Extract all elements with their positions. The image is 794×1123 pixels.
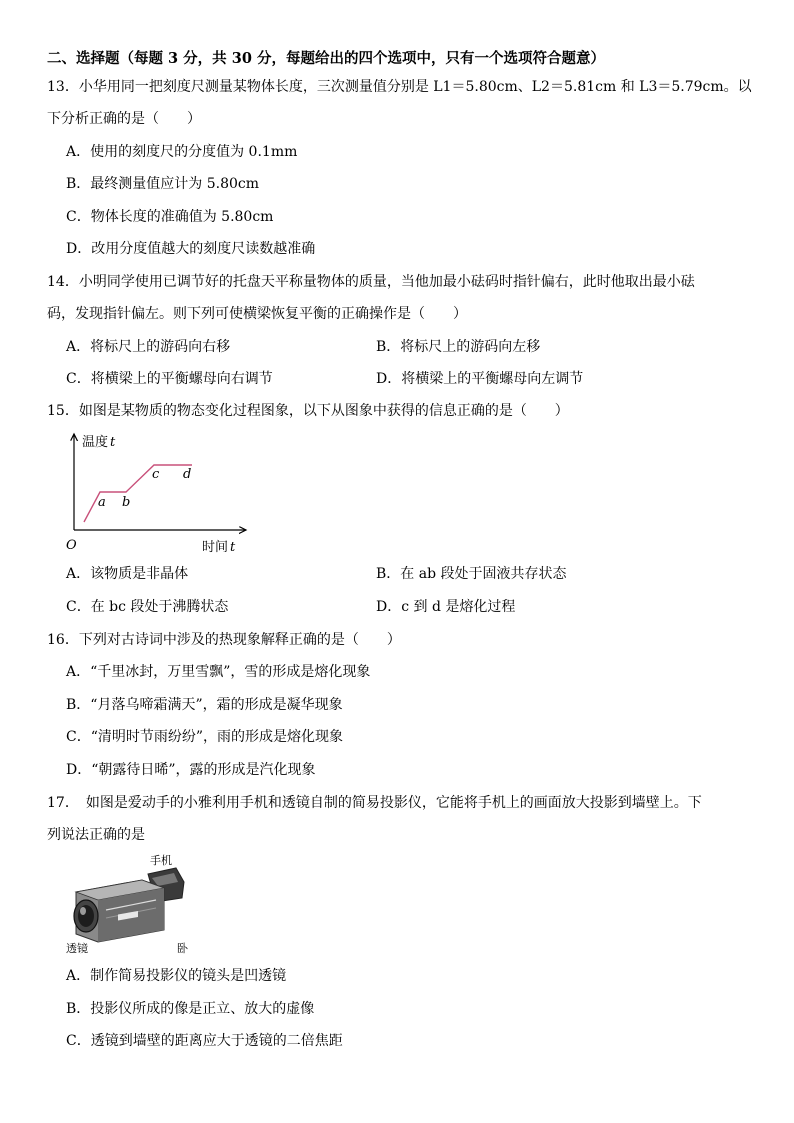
question-13-option-c: C．物体长度的准确值为 5.80cm (66, 209, 274, 225)
question-14-option-c: C．将横梁上的平衡螺母向右调节 (66, 371, 273, 387)
point-b-label: b (122, 495, 131, 510)
question-15-option-c: C．在 bc 段处于沸腾状态 (66, 599, 229, 615)
question-16-option-d: D．“朝露待日晞”，露的形成是汽化现象 (66, 762, 316, 778)
question-14-option-b: B．将标尺上的游码向左移 (376, 339, 541, 355)
heating-curve (84, 465, 192, 522)
question-16-stem-line1: 16．下列对古诗词中涉及的热现象解释正确的是（ ） (47, 632, 401, 648)
question-17-stem-line2: 列说法正确的是 (47, 827, 145, 843)
point-a-label: a (98, 495, 106, 510)
question-14-stem-line1: 14．小明同学使用已调节好的托盘天平称量物体的质量，当他加最小砝码时指针偏右，此时他取出最小砝 (47, 274, 695, 290)
question-15-option-b: B．在 ab 段处于固液共存状态 (376, 566, 567, 582)
question-15-stem-line1: 15．如图是某物质的物态变化过程图象，以下从图象中获得的信息正确的是（ ） (47, 403, 569, 419)
question-17-option-c: C．透镜到墙壁的距离应大于透镜的二倍焦距 (66, 1033, 343, 1049)
question-13-option-d: D．改用分度值越大的刻度尺读数越准确 (66, 241, 316, 257)
point-d-label: d (183, 467, 192, 482)
question-16-option-a: A．“千里冰封，万里雪飘”，雪的形成是熔化现象 (66, 664, 371, 680)
question-16-option-c: C．“清明时节雨纷纷”，雨的形成是熔化现象 (66, 729, 344, 745)
cropped-caption-fragment: 卧 (177, 942, 188, 955)
temperature-time-graph (60, 430, 260, 560)
phone-label: 手机 (150, 854, 172, 867)
question-13-option-b: B．最终测量值应计为 5.80cm (66, 176, 260, 192)
question-13-stem-line2: 下分析正确的是（ ） (47, 111, 201, 127)
question-14-option-d: D．将横梁上的平衡螺母向左调节 (376, 371, 584, 387)
question-17-stem-line1: 17． 如图是爱动手的小雅利用手机和透镜自制的简易投影仪，它能将手机上的画面放大投影到墙壁上。下 (47, 795, 702, 811)
point-c-label: c (152, 467, 160, 482)
question-13-option-a: A．使用的刻度尺的分度值为 0.1mm (66, 144, 298, 160)
lens-label: 透镜 (66, 942, 88, 955)
question-14-stem-line2: 码，发现指针偏左。则下列可使横梁恢复平衡的正确操作是（ ） (47, 306, 467, 322)
question-14-option-a: A．将标尺上的游码向右移 (66, 339, 231, 355)
y-axis-label-var: t (110, 435, 116, 450)
x-axis-label-var: t (230, 540, 236, 555)
question-17-option-b: B．投影仪所成的像是正立、放大的虚像 (66, 1001, 315, 1017)
x-axis-label-text: 时间 (202, 540, 229, 555)
question-15-option-a: A．该物质是非晶体 (66, 566, 189, 582)
question-15-option-d: D．c 到 d 是熔化过程 (376, 599, 516, 615)
section-header: 二、选择题（每题 3 分，共 30 分，每题给出的四个选项中，只有一个选项符合题意） (47, 50, 605, 67)
projector-photo (64, 852, 188, 956)
y-axis-label-text: 温度 (82, 435, 109, 450)
question-16-option-b: B．“月落乌啼霜满天”，霜的形成是凝华现象 (66, 697, 343, 713)
question-13-stem-line1: 13．小华用同一把刻度尺测量某物体长度，三次测量值分别是 L1＝5.80cm、L2＝5.81cm 和 L3＝5.79cm。以 (47, 79, 752, 95)
question-17-option-a: A．制作简易投影仪的镜头是凹透镜 (66, 968, 287, 984)
origin-label: O (66, 538, 77, 553)
